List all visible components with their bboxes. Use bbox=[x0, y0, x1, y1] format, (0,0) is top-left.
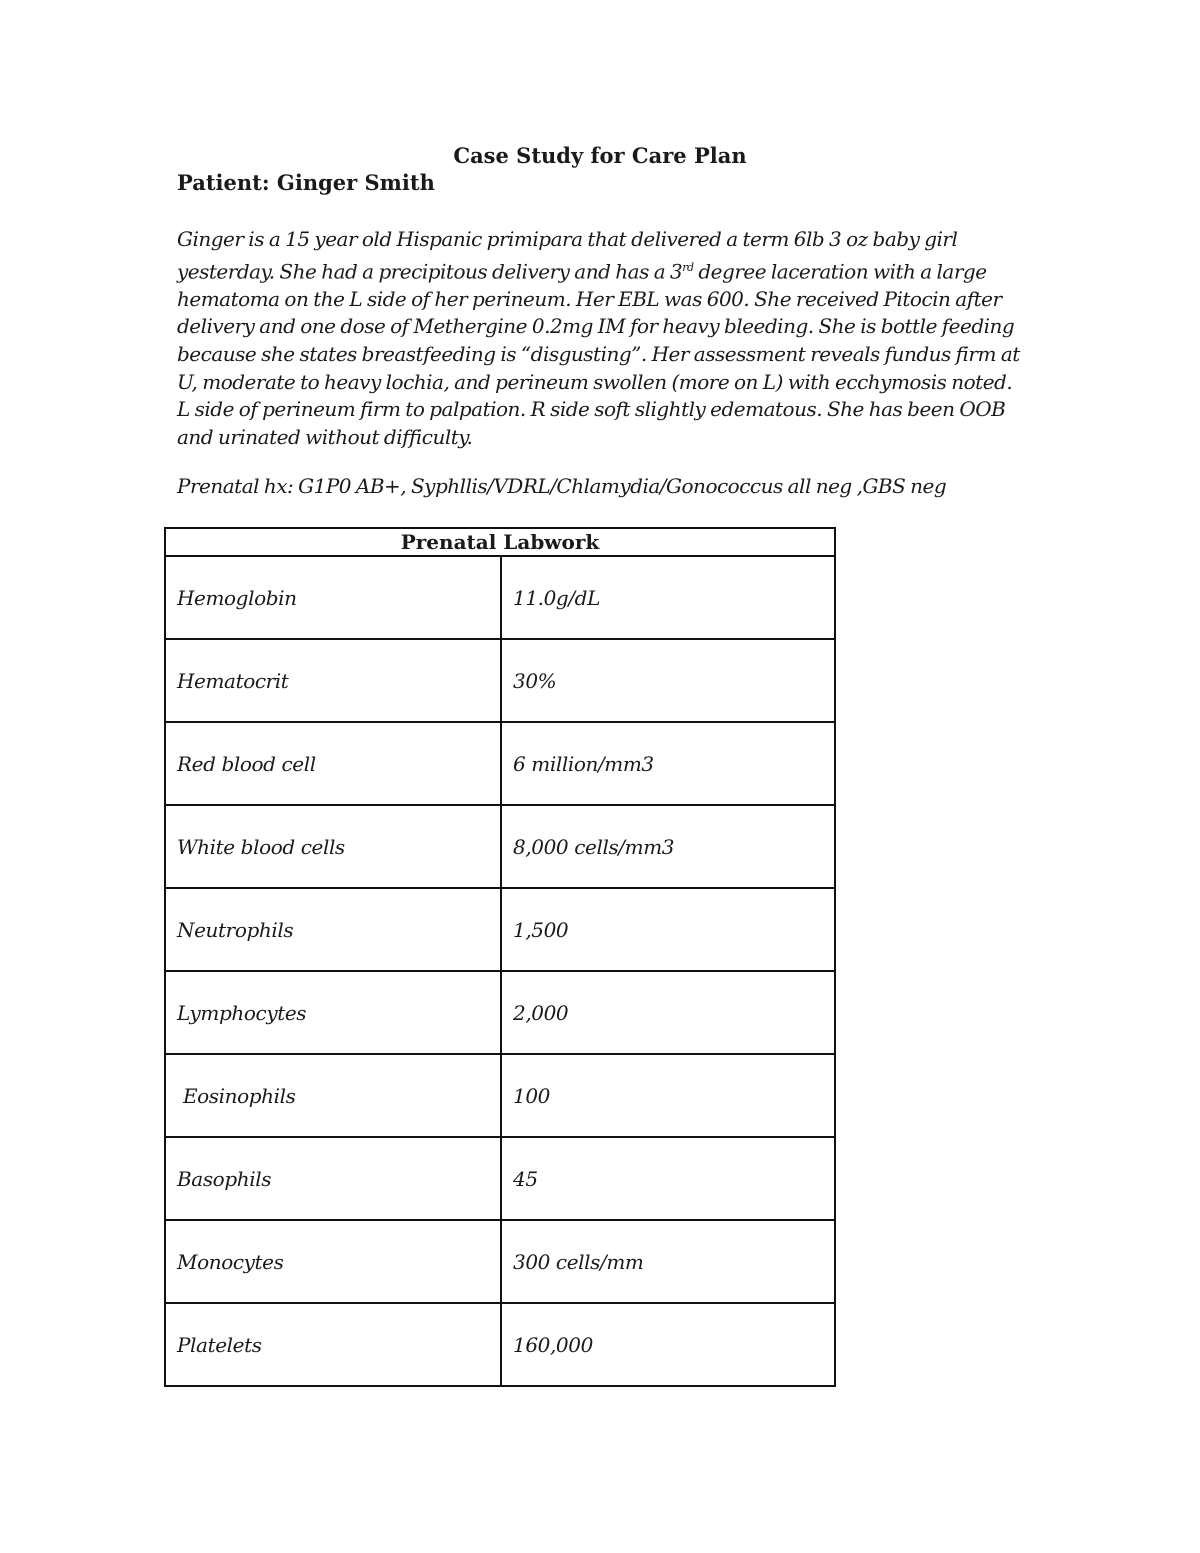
table-row bbox=[165, 1054, 835, 1137]
lab-name: Neutrophils bbox=[165, 888, 501, 971]
narrative-line-text: yesterday. She had a precipitous delivery and has a 3 bbox=[177, 259, 683, 284]
lab-name: Lymphocytes bbox=[165, 971, 501, 1054]
narrative-line: delivery and one dose of Methergine 0.2mg IM for heavy bleeding. She is bottle feeding bbox=[177, 314, 1015, 339]
narrative-line: L side of perineum firm to palpation. R side soft slightly edematous. She has been OOB bbox=[177, 397, 1006, 422]
table-row bbox=[165, 1137, 835, 1220]
lab-value: 8,000 cells/mm3 bbox=[501, 805, 835, 888]
narrative-line: Ginger is a 15 year old Hispanic primipara that delivered a term 6lb 3 oz baby girl bbox=[177, 227, 958, 251]
document-title: Case Study for Care Plan bbox=[453, 143, 747, 168]
lab-value: 300 cells/mm bbox=[501, 1220, 835, 1303]
lab-value: 30% bbox=[501, 639, 835, 722]
patient-name: Patient: Ginger Smith bbox=[177, 170, 435, 195]
case-narrative bbox=[177, 226, 1037, 451]
lab-name: Platelets bbox=[165, 1303, 501, 1386]
narrative-line: because she states breastfeeding is “disgusting”. Her assessment reveals fundus firm at bbox=[177, 342, 1020, 367]
table-row bbox=[165, 805, 835, 888]
prenatal-labwork-table bbox=[164, 527, 836, 1387]
narrative-line: hematoma on the L side of her perineum. Her EBL was 600. She received Pitocin after bbox=[177, 286, 1002, 311]
lab-name: Monocytes bbox=[165, 1220, 501, 1303]
table-row bbox=[165, 722, 835, 805]
table-row bbox=[165, 639, 835, 722]
prenatal-history: Prenatal hx: G1P0 AB+, Syphllis/VDRL/Chlamydia/Gonococcus all neg ,GBS neg bbox=[177, 474, 947, 498]
lab-name: Basophils bbox=[165, 1137, 501, 1220]
lab-value: 45 bbox=[501, 1137, 835, 1220]
lab-value: 1,500 bbox=[501, 888, 835, 971]
narrative-line: and urinated without difficulty. bbox=[177, 424, 473, 449]
narrative-line-tail: degree laceration with a large bbox=[693, 259, 987, 284]
table-row bbox=[165, 1303, 835, 1386]
lab-name: White blood cells bbox=[165, 805, 501, 888]
table-row bbox=[165, 888, 835, 971]
lab-name: Red blood cell bbox=[165, 722, 501, 805]
narrative-line: U, moderate to heavy lochia, and perineum swollen (more on L) with ecchymosis noted. bbox=[177, 369, 1013, 394]
lab-name: Hemoglobin bbox=[165, 556, 501, 639]
ordinal-suffix: rd bbox=[682, 260, 694, 274]
lab-name: Hematocrit bbox=[165, 639, 501, 722]
table-row bbox=[165, 556, 835, 639]
lab-name: Eosinophils bbox=[165, 1054, 501, 1137]
lab-value: 160,000 bbox=[501, 1303, 835, 1386]
labwork-title: Prenatal Labwork bbox=[165, 528, 835, 556]
table-row bbox=[165, 971, 835, 1054]
lab-value: 6 million/mm3 bbox=[501, 722, 835, 805]
lab-value: 11.0g/dL bbox=[501, 556, 835, 639]
lab-value: 2,000 bbox=[501, 971, 835, 1054]
table-row bbox=[165, 1220, 835, 1303]
narrative-line bbox=[177, 254, 1037, 286]
lab-value: 100 bbox=[501, 1054, 835, 1137]
